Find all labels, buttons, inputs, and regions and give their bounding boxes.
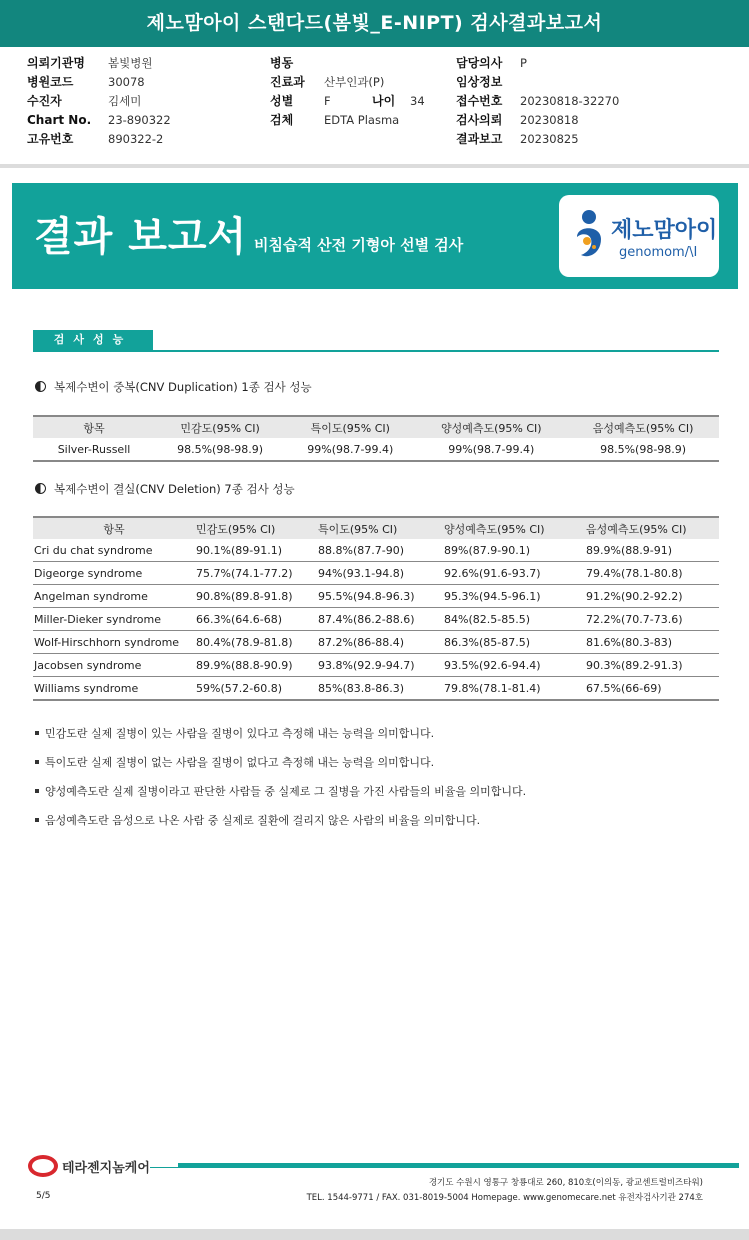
- bullet-icon: [35, 789, 39, 793]
- table-cell: 75.7%(74.1-77.2): [195, 562, 317, 585]
- info-value: 20230818-32270: [520, 94, 620, 108]
- table-cell: 90.3%(89.2-91.3): [585, 654, 719, 677]
- table-cell: Miller-Dieker syndrome: [33, 608, 195, 631]
- del-heading-text: 복제수변이 결실(CNV Deletion) 7종 검사 성능: [54, 482, 295, 496]
- table-cell: 79.8%(78.1-81.4): [444, 681, 541, 695]
- table-header-row: [33, 517, 719, 539]
- column-header: 양성예측도(95% CI): [443, 517, 585, 539]
- contact-line: TEL. 1544-9771 / FAX. 031-8019-5004 Homepage. www.genomecare.net 유전자검사기관 274호: [306, 1193, 703, 1203]
- table-cell: 92.6%(91.6-93.7): [443, 562, 585, 585]
- banner-title: 결과 보고서: [34, 214, 248, 260]
- report-title: 제노맘아이 스탠다드(봄빛_E-NIPT) 검사결과보고서: [0, 0, 749, 47]
- info-label: 결과보고: [456, 132, 503, 146]
- info-value: 봄빛병원: [108, 56, 153, 70]
- column-header: 항목: [33, 517, 195, 539]
- table-cell: 99%(98.7-99.4): [307, 442, 394, 456]
- tg-logo-icon: [28, 1155, 58, 1177]
- info-label: 성별: [270, 94, 294, 108]
- info-column-1: [27, 54, 171, 149]
- info-value: 산부인과(P): [324, 75, 385, 89]
- info-label: 고유번호: [27, 132, 74, 146]
- table-cell: Cri du chat syndrome: [33, 539, 195, 562]
- note-text: 양성예측도란 실제 질병이라고 판단한 사람들 중 실제로 그 질병을 가진 사람들의 비율을 의미합니다.: [45, 785, 527, 798]
- duplication-table: [33, 415, 719, 462]
- info-label: Chart No.: [27, 113, 92, 127]
- table-cell: 89%(87.9-90.1): [443, 539, 585, 562]
- column-header: 민감도(95% CI): [195, 517, 317, 539]
- table-cell: 95.5%(94.8-96.3): [317, 585, 443, 608]
- info-label: 담당의사: [456, 56, 503, 70]
- info-value: 20230818: [520, 113, 579, 127]
- logo-subtitle: genomom/\I: [619, 245, 698, 260]
- table-row: [33, 539, 719, 562]
- column-header: 항목: [33, 416, 155, 438]
- info-value: 23-890322: [108, 113, 171, 127]
- age-label: 나이: [372, 94, 396, 108]
- info-label: 수진자: [27, 94, 62, 108]
- table-cell: 90.8%(89.8-91.8): [195, 585, 317, 608]
- table-cell: 72.2%(70.7-73.6): [585, 608, 719, 631]
- table-cell: Wolf-Hirschhorn syndrome: [33, 631, 195, 654]
- info-column-2: [270, 54, 425, 130]
- column-header: 음성예측도(95% CI): [585, 517, 719, 539]
- del-heading: [35, 481, 295, 497]
- table-row: [33, 631, 719, 654]
- bottom-band: [0, 1229, 749, 1240]
- bullet-icon: [35, 760, 39, 764]
- column-header: 민감도(95% CI): [155, 416, 285, 438]
- table-cell: 85%(83.8-86.3): [318, 681, 404, 695]
- info-value: 20230825: [520, 132, 579, 146]
- note-text: 민감도란 실제 질병이 있는 사람을 질병이 있다고 측정해 내는 능력을 의미합니다.: [45, 727, 435, 740]
- info-value: EDTA Plasma: [324, 113, 400, 127]
- result-banner: [12, 183, 738, 289]
- info-value: F: [324, 94, 331, 108]
- table-cell: Angelman syndrome: [33, 585, 195, 608]
- separator: [0, 164, 749, 168]
- table-cell: 93.8%(92.9-94.7): [317, 654, 443, 677]
- company-logo: [28, 1155, 150, 1177]
- table-row: [33, 677, 719, 701]
- table-cell: Jacobsen syndrome: [33, 654, 195, 677]
- info-label: 임상정보: [456, 75, 503, 89]
- table-cell: 88.8%(87.7-90): [317, 539, 443, 562]
- table-row: [33, 608, 719, 631]
- table-cell: 94%(93.1-94.8): [317, 562, 443, 585]
- note-item: [35, 812, 526, 841]
- table-row: [33, 438, 719, 461]
- table-cell: 98.5%(98-98.9): [600, 442, 687, 456]
- table-cell: 67.5%(66-69): [586, 681, 662, 695]
- page-number: 5/5: [36, 1191, 51, 1201]
- section-divider: [33, 350, 719, 352]
- column-header: 음성예측도(95% CI): [567, 416, 719, 438]
- genomom-logo: [559, 195, 719, 277]
- mother-child-icon: [567, 207, 611, 267]
- info-column-3: [456, 54, 619, 149]
- table-row: [33, 585, 719, 608]
- info-value: 30078: [108, 75, 145, 89]
- table-cell: 80.4%(78.9-81.8): [195, 631, 317, 654]
- info-label: 의뢰기관명: [27, 56, 85, 70]
- column-header: 특이도(95% CI): [285, 416, 415, 438]
- table-cell: 84%(82.5-85.5): [443, 608, 585, 631]
- table-cell: Williams syndrome: [34, 681, 139, 695]
- info-value: 890322-2: [108, 132, 164, 146]
- info-label: 진료과: [270, 75, 305, 89]
- definition-notes: [35, 725, 526, 841]
- info-label: 검체: [270, 113, 294, 127]
- address-line: 경기도 수원시 영통구 창룡대로 260, 810호(이의동, 광교센트럴비즈타워): [428, 1178, 703, 1188]
- half-circle-icon: [35, 381, 46, 392]
- table-cell: 81.6%(80.3-83): [585, 631, 719, 654]
- footer-divider-thin: [150, 1167, 739, 1168]
- table-cell: 99%(98.7-99.4): [448, 442, 535, 456]
- dup-heading: [35, 379, 312, 395]
- table-header-row: [33, 416, 719, 438]
- table-cell: 86.3%(85-87.5): [443, 631, 585, 654]
- info-label: 검사의뢰: [456, 113, 503, 127]
- table-cell: 89.9%(88.8-90.9): [195, 654, 317, 677]
- bullet-icon: [35, 818, 39, 822]
- table-cell: 98.5%(98-98.9): [177, 442, 264, 456]
- table-cell: 66.3%(64.6-68): [195, 608, 317, 631]
- table-row: [33, 654, 719, 677]
- banner-subtitle: 비침습적 산전 기형아 선별 검사: [254, 236, 464, 254]
- note-text: 특이도란 실제 질병이 없는 사람을 질병이 없다고 측정해 내는 능력을 의미합니다.: [45, 756, 435, 769]
- age-value: 34: [410, 94, 425, 108]
- info-label: 병원코드: [27, 75, 74, 89]
- table-cell: 79.4%(78.1-80.8): [585, 562, 719, 585]
- note-item: [35, 783, 526, 812]
- note-item: [35, 754, 526, 783]
- note-item: [35, 725, 526, 754]
- table-cell: Digeorge syndrome: [33, 562, 195, 585]
- table-cell: Silver-Russell: [57, 442, 131, 456]
- info-label: 접수번호: [456, 94, 503, 108]
- company-name: 테라젠지놈케어: [62, 1160, 150, 1176]
- note-text: 음성예측도란 음성으로 나온 사람 중 실제로 질환에 걸리지 않은 사람의 비율을 의미합니다.: [45, 814, 481, 827]
- bullet-icon: [35, 731, 39, 735]
- table-cell: 95.3%(94.5-96.1): [443, 585, 585, 608]
- table-cell: 89.9%(88.9-91): [585, 539, 719, 562]
- table-row: [33, 562, 719, 585]
- deletion-table: [33, 516, 719, 701]
- table-cell: 59%(57.2-60.8): [196, 681, 282, 695]
- table-cell: 87.2%(86-88.4): [317, 631, 443, 654]
- section-tab-performance: 검사성능: [33, 330, 153, 350]
- info-label: 병동: [270, 56, 294, 70]
- column-header: 양성예측도(95% CI): [415, 416, 567, 438]
- column-header: 특이도(95% CI): [317, 517, 443, 539]
- table-cell: 93.5%(92.6-94.4): [443, 654, 585, 677]
- table-cell: 91.2%(90.2-92.2): [585, 585, 719, 608]
- footer-address: [307, 1176, 703, 1206]
- table-cell: 90.1%(89-91.1): [195, 539, 317, 562]
- logo-title: 제노맘아이: [611, 218, 718, 243]
- info-value: 김세미: [108, 94, 142, 108]
- info-value: P: [520, 56, 527, 70]
- dup-heading-text: 복제수변이 중복(CNV Duplication) 1종 검사 성능: [54, 380, 312, 394]
- half-circle-icon: [35, 483, 46, 494]
- table-cell: 87.4%(86.2-88.6): [317, 608, 443, 631]
